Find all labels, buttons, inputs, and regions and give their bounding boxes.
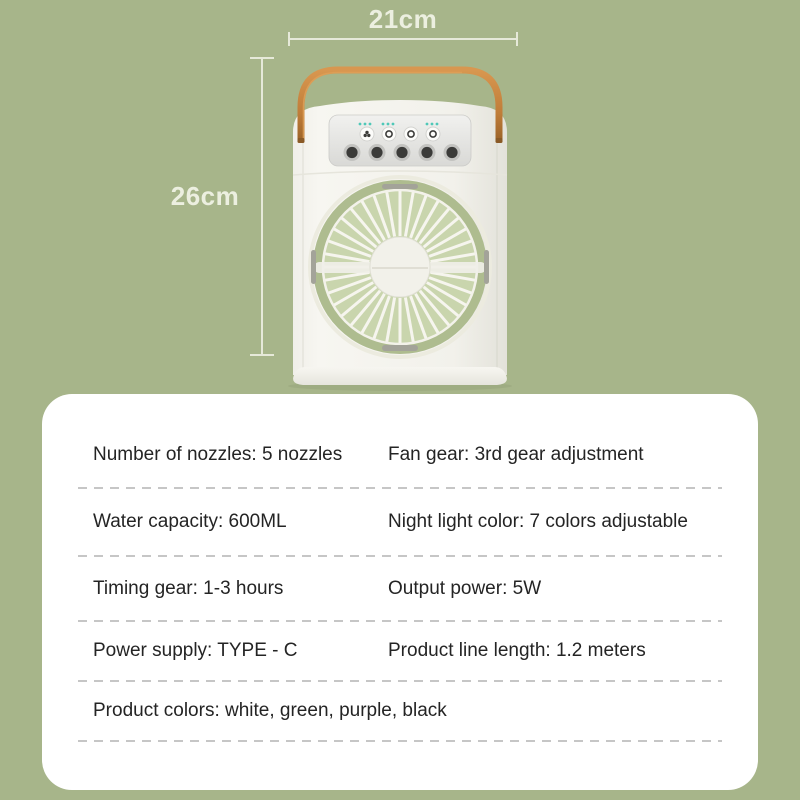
- table-row: [42, 489, 758, 555]
- width-dimension-label: 21cm: [368, 4, 438, 34]
- spec-table: [42, 394, 758, 790]
- spec-night-light: Night light color: 7 colors adjustable: [388, 511, 688, 532]
- spec-fan-gear: Fan gear: 3rd gear adjustment: [388, 443, 644, 465]
- control-panel: [329, 115, 471, 166]
- spec-water-capacity: Water capacity: 600ML: [93, 511, 287, 532]
- spec-power-supply: Power supply: TYPE - C: [93, 640, 298, 661]
- table-row: [42, 422, 758, 487]
- spec-nozzles: Number of nozzles: 5 nozzles: [93, 443, 343, 465]
- height-dimension-label: 26cm: [170, 181, 240, 211]
- base-pedestal: [293, 367, 507, 385]
- row-divider: [78, 740, 722, 742]
- spec-product-colors: Product colors: white, green, purple, black: [93, 700, 447, 721]
- fan-grille: [310, 177, 490, 357]
- fan-hub: [370, 237, 430, 297]
- table-row: [42, 622, 758, 680]
- spec-line-length: Product line length: 1.2 meters: [388, 640, 646, 661]
- table-row: [42, 682, 758, 740]
- table-row: [42, 557, 758, 620]
- spec-output-power: Output power: 5W: [388, 577, 542, 599]
- spec-timing-gear: Timing gear: 1-3 hours: [93, 577, 284, 599]
